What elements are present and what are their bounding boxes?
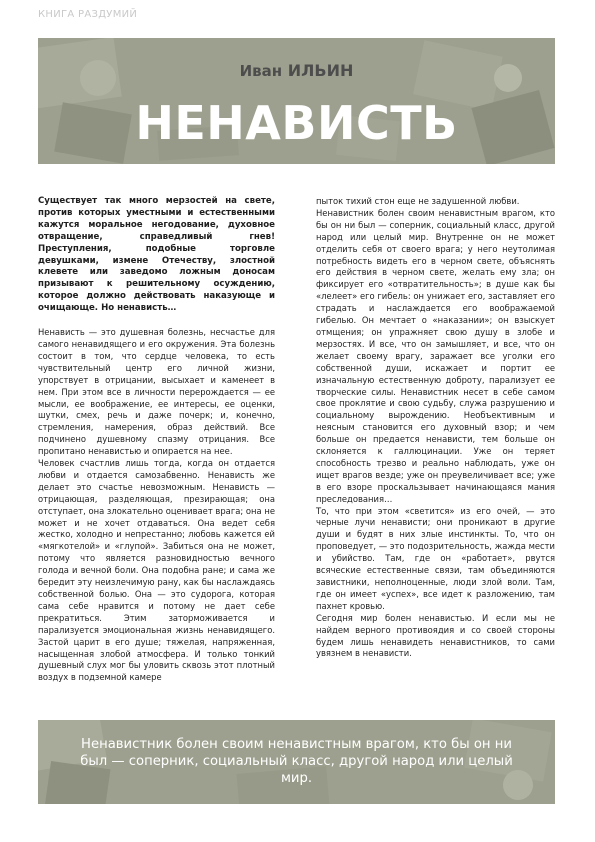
header-banner	[38, 38, 555, 164]
left-column	[38, 196, 275, 684]
body-paragraph: Человек счастлив лишь тогда, когда он отдается любви и отдается самозабвенно. Ненависть же делает это счастье невозможным. Ненависть — отрицающая, разделяющая, презирающая; она отступает, она злокательно оценивает врага; она не может и не хочет отдаваться. Она ведет себя жестко, холодно и непрестанно; любовь кажется ей «мягкотелой» и «глупой». Забиться она не может, потому что является разновидностью вечного голода и вечной боли. Она подобна ране; и сама же бередит эту неизлечимую рану, как бы наслаждаясь собственной болью. Она — это судорога, которая сама себе нравится и потому не дает себе прекратиться. Этим заторможивается и парализуется эмоциональная жизнь ненавидящего. Застой царит в его душе; тяжелая, напряженная, насыщенная злобой атмосфера. И только тонкий душевный слух мог бы уловить сквозь этот плотный воздух в подземной камере	[38, 458, 275, 683]
article-title: НЕНАВИСТЬ	[135, 96, 458, 150]
author-first: Иван	[239, 62, 283, 80]
author-name	[38, 61, 555, 80]
author-last: ИЛЬИН	[287, 61, 354, 80]
pull-quote-banner	[38, 720, 555, 804]
body-paragraph: Сегодня мир болен ненавистью. И если мы не найдем верного противоядия и со своей стороны будем лишь ненавидеть ненавистников, то сами увязнем в ненависти.	[316, 612, 555, 659]
body-paragraph: То, что при этом «светится» из его очей, — это черные лучи ненависти; они проникают в другие души и будят в них злые инстинкты. То, что он проповедует, — это подозрительность, жажда мести и убийство. Там, где он «работает», рвутся всяческие естественные связи, там объединяются завистники, неполноценные, люди злой воли. Там, где он имеет «успех», все идет к разложению, там пахнет кровью.	[316, 505, 555, 611]
right-column	[316, 196, 555, 660]
body-paragraph: Ненависть — это душевная болезнь, несчастье для самого ненавидящего и его окружения. Эта болезнь состоит в том, что сердце человека, то есть чувствительный центр его личной жизни, упорствует в отрицании, высыхает и каменеет в нем. При этом все в личности перерождается — ее мысли, ее воображение, ее интересы, ее оценки, шутки, смех, речь и даже почерк; и, конечно, стремления, намерения, образ действий. Все подчинено душевному спазму отрицания. Все пропитано ненавистью и опирается на нее.	[38, 327, 275, 457]
body-paragraph: пыток тихий стон еще не задушенной любви.	[316, 196, 520, 206]
pull-quote: Ненавистник болен своим ненавистным врагом, кто бы он ни был — соперник, социальный класс, другой народ или целый мир.	[80, 737, 513, 786]
lead-paragraph: Существует так много мерзостей на свете, против которых уместными и естественными кажутся моральное негодование, духовное отвращение, справедливый гнев! Преступления, подобные торговле девушками, измене Отечеству, злостной клевете или заведомо ложным доносам призывают к решительному осуждению, которое должно действовать наказующе и очищающе. Но ненависть…	[38, 196, 275, 314]
section-label: КНИГА РАЗДУМИЙ	[38, 9, 138, 20]
body-paragraph: Ненавистник болен своим ненавистным врагом, кто бы он ни был — соперник, социальный класс, другой народ или целый мир. Внутренне он не может отделить себя от своего врага; у него неутолимая потребность видеть его в черном свете, объяснять его действия в черном свете, желать ему зла; он фиксирует его «отвратительность»; в душе как бы «лелеет» его гибель: он унижает его, заставляет его страдать и наслаждается его воображаемой гибелью. Он мечтает о «наказании»; он взыскует отмщения; он упражняет свою душу в злобе и мерзостях. И все, что он замышляет, и все, что он желает своему врагу, заражает все уголки его собственной души, искажает и портит ее изначальную естественную доброту, парализует ее творческие силы. Ненавистник несет в себе самом свое проклятие и свою судьбу, служа разрушению и социальному вырождению. Необъективным и неясным становится его духовный взор; и чем больше он предается ненависти, тем больше он склоняется к галлюцинации. Уже он теряет способность трезво и реально наблюдать, уже он ищет врагов везде; уже он преувеличивает все; уже в его взоре проскальзывает начинающаяся мания преследования…	[316, 207, 555, 504]
